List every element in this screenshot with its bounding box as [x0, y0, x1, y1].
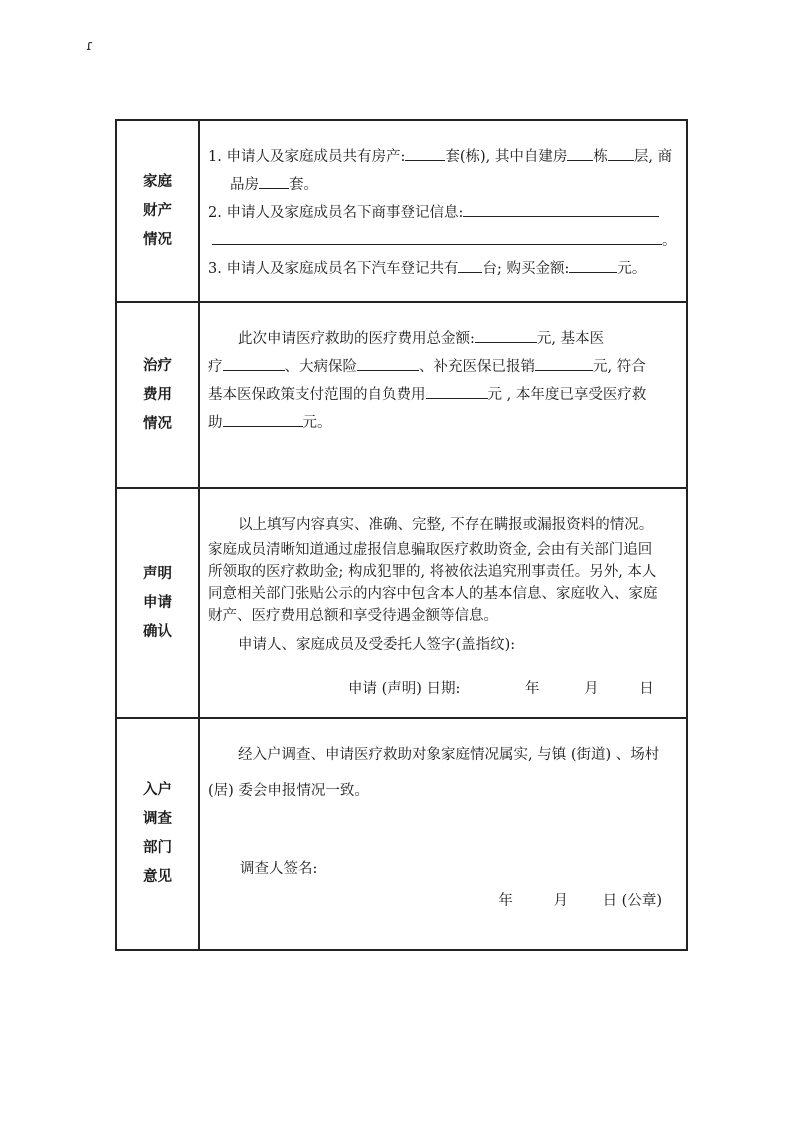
- declaration-label-line: 声明: [143, 565, 172, 582]
- survey-text-1: 经入户调查、申请医疗救助对象家庭情况属实, 与镇 (街道) 、场村: [238, 747, 660, 763]
- survey-label-line: 部门: [143, 840, 172, 856]
- property-row: [116, 120, 687, 302]
- medical-row: [116, 302, 687, 488]
- medical-line-3: 基本医保政策支付范围的自负费用 元 , 本年度已享受医疗救: [208, 381, 676, 409]
- assistance-received-blank[interactable]: [223, 410, 303, 427]
- critical-illness-insurance-blank[interactable]: [357, 354, 419, 371]
- business-registration-blank[interactable]: [463, 200, 659, 217]
- survey-label-line: 意见: [143, 869, 172, 885]
- medical-label: [116, 302, 199, 488]
- property-label-line: 财产: [143, 202, 172, 219]
- declaration-text-3: 所领取的医疗救助金; 构成犯罪的, 将被依法追究刑事责任。另外, 本人: [208, 564, 657, 580]
- medical-label-line: 情况: [143, 415, 172, 432]
- medical-label-line: 费用: [143, 386, 172, 403]
- declaration-signature: 申请人、家庭成员及受委托人签字(盖指纹):: [238, 637, 516, 653]
- property-content: [199, 120, 687, 302]
- declaration-content: [199, 488, 687, 718]
- property-item-2-cont: 。: [208, 227, 676, 255]
- vehicle-count-blank[interactable]: [458, 256, 482, 273]
- commercial-house-blank[interactable]: [259, 172, 289, 189]
- survey-signer: 调查人签名:: [240, 861, 318, 877]
- property-item-1: 1. 申请人及家庭成员共有房产: 套(栋), 其中自建房 栋 层, 商: [208, 143, 676, 171]
- property-label-line: 家庭: [143, 173, 172, 190]
- survey-label: [116, 718, 199, 950]
- survey-date: 年 月 日 (公章): [498, 893, 662, 909]
- survey-label-line: 入户: [143, 782, 172, 798]
- medical-line-2: 疗 、大病保险 、补充医保已报销 元, 符合: [208, 353, 676, 381]
- medical-label-line: 治疗: [143, 357, 172, 374]
- declaration-text-5: 财产、医疗费用总额和享受待遇金额等信息。: [208, 608, 498, 624]
- declaration-text-1: 以上填写内容真实、准确、完整, 不存在瞒报或漏报资料的情况。: [238, 517, 654, 533]
- medical-line-4: 助 元。: [208, 409, 676, 437]
- property-item-2: 2. 申请人及家庭成员名下商事登记信息:: [208, 199, 676, 227]
- medical-content: [199, 302, 687, 488]
- floor-count-blank[interactable]: [608, 144, 634, 161]
- declaration-label: [116, 488, 199, 718]
- house-count-blank[interactable]: [405, 144, 445, 161]
- declaration-text-2: 家庭成员清晰知道通过虚报信息骗取医疗救助资金, 会由有关部门追回: [208, 542, 653, 558]
- property-item-1-cont: 品房 套。: [208, 171, 676, 199]
- scan-mark: ɾ: [86, 38, 94, 54]
- property-item-3: 3. 申请人及家庭成员名下汽车登记共有 台; 购买金额: 元。: [208, 255, 676, 283]
- self-paid-cost-blank[interactable]: [426, 382, 488, 399]
- property-label: [116, 120, 199, 302]
- self-built-count-blank[interactable]: [567, 144, 593, 161]
- survey-label-line: 调查: [143, 811, 172, 827]
- supplementary-insurance-blank[interactable]: [535, 354, 593, 371]
- application-form-table: [115, 119, 688, 951]
- property-label-line: 情况: [143, 231, 172, 248]
- survey-content: [199, 718, 687, 950]
- total-medical-cost-blank[interactable]: [475, 326, 537, 343]
- survey-row: [116, 718, 687, 950]
- declaration-label-line: 确认: [143, 623, 172, 640]
- declaration-label-line: 申请: [143, 594, 172, 611]
- declaration-date: 申请 (声明) 日期: 年 月 日: [348, 681, 654, 697]
- medical-line-1: 此次申请医疗救助的医疗费用总金额: 元, 基本医: [208, 325, 676, 353]
- basic-insurance-blank[interactable]: [223, 354, 285, 371]
- declaration-row: [116, 488, 687, 718]
- declaration-text-4: 同意相关部门张贴公示的内容中包含本人的基本信息、家庭收入、家庭: [208, 586, 658, 602]
- survey-text-2: (居) 委会申报情况一致。: [208, 783, 369, 799]
- business-registration-blank-2[interactable]: [212, 228, 662, 245]
- vehicle-amount-blank[interactable]: [569, 256, 617, 273]
